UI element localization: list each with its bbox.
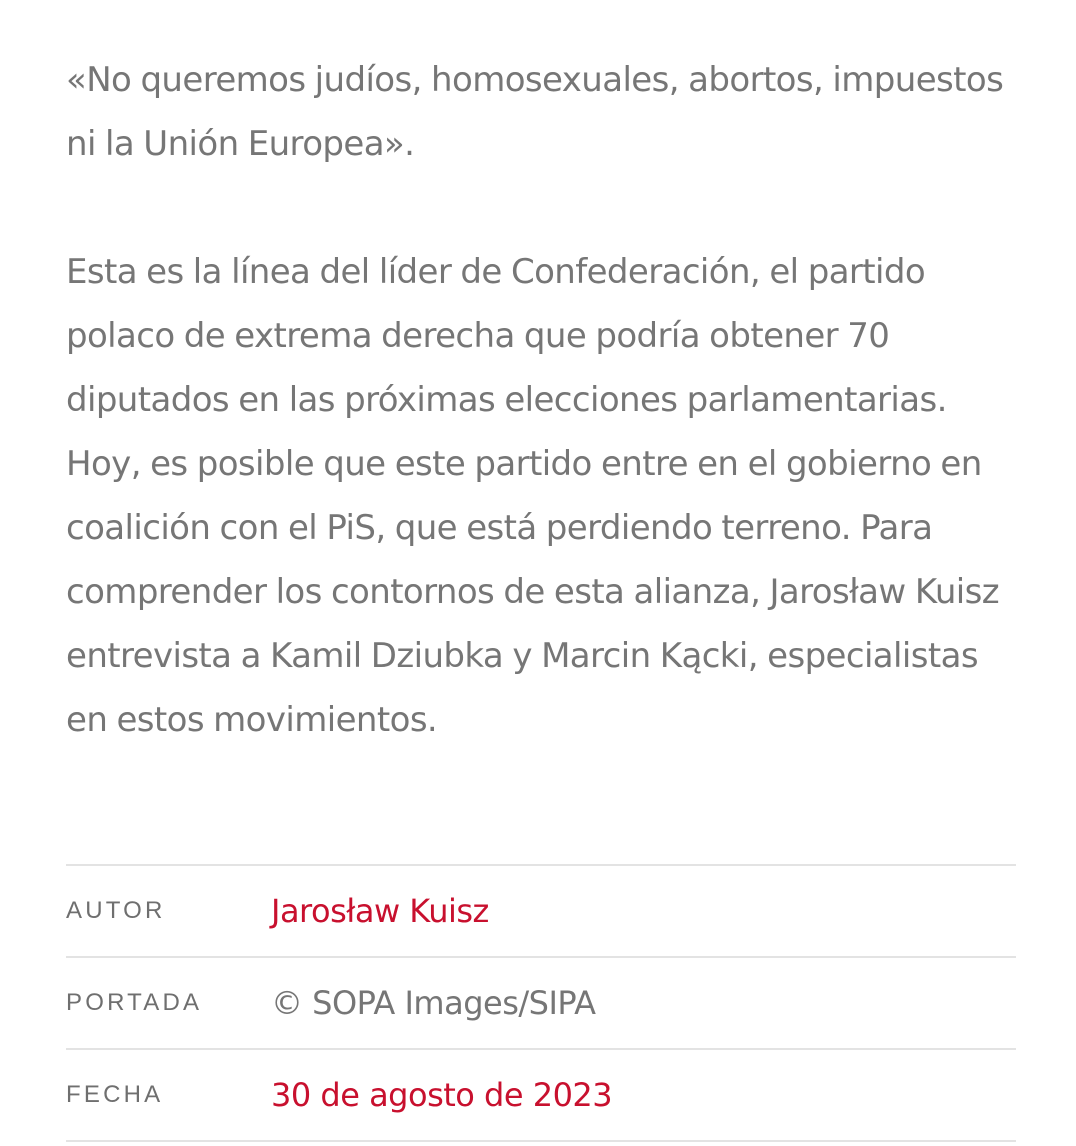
cover-credit: © SOPA Images/SIPA	[271, 984, 596, 1022]
date-link[interactable]: 30 de agosto de 2023	[271, 1076, 613, 1114]
article-intro-paragraph: Esta es la línea del líder de Confederación, el partido polaco de extrema derecha que podría obtener 70 diputados en las próximas elecciones parlamentarias. Hoy, es posible que este partido entre en el gobierno en coalición con el PiS, que está perdiendo terreno. Para comprender los contornos de esta alianza, Jarosław Kuisz entrevista a Kamil Dziubka y Marcin Kącki, especialistas en estos movimientos.	[66, 252, 999, 740]
meta-row-date	[66, 1050, 1016, 1142]
meta-row-cover	[66, 958, 1016, 1050]
author-link[interactable]: Jarosław Kuisz	[271, 892, 489, 930]
article-quote-paragraph: «No queremos judíos, homosexuales, abortos, impuestos ni la Unión Europea».	[66, 60, 1004, 164]
article-body	[66, 48, 1016, 752]
article-metadata-table	[66, 864, 1016, 1142]
date-label: FECHA	[66, 1081, 164, 1108]
meta-row-author	[66, 866, 1016, 958]
author-label: AUTOR	[66, 897, 166, 924]
cover-label: PORTADA	[66, 989, 203, 1016]
